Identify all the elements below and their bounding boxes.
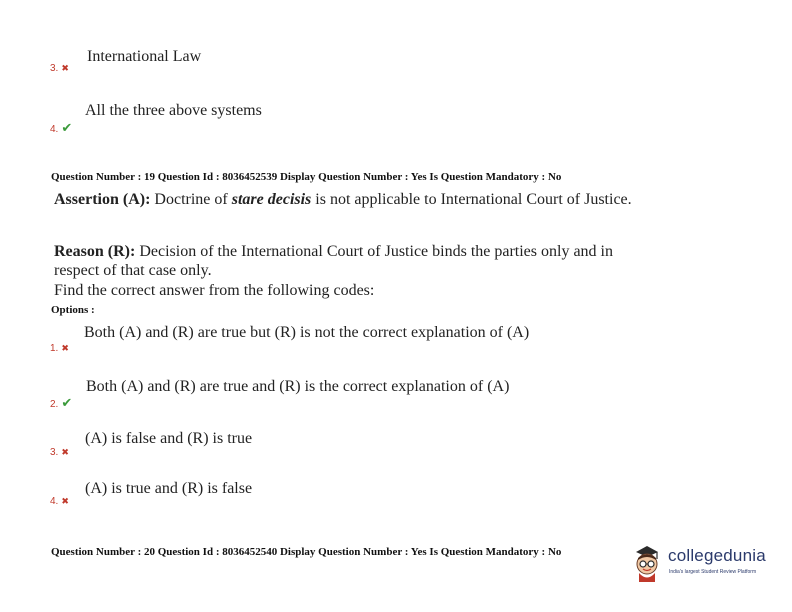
option-number: 2. xyxy=(50,399,59,410)
option-number: 3. xyxy=(50,447,59,458)
assertion-post: is not applicable to International Court of Justice. xyxy=(315,191,632,208)
option-2-text: Both (A) and (R) are true and (R) is the correct explanation of (A) xyxy=(86,378,510,395)
cross-icon: ✖ xyxy=(61,447,69,457)
assertion-term: stare decisis xyxy=(231,191,312,208)
question-20-meta: Question Number : 20 Question Id : 8036452540 Display Question Number : Yes Is Question Mandatory : No xyxy=(51,546,562,558)
logo-name: collegedunia xyxy=(668,546,766,565)
option-2-number xyxy=(50,395,72,411)
collegedunia-logo xyxy=(630,542,780,588)
option-1-number xyxy=(50,343,69,354)
reason-label: Reason (R): xyxy=(54,243,136,260)
assertion-label: Assertion (A): xyxy=(54,191,151,208)
instruction-text: Find the correct answer from the following codes: xyxy=(54,282,375,299)
logo-tagline: India's largest Student Review Platform xyxy=(669,569,757,575)
option-3-text: (A) is false and (R) is true xyxy=(85,430,253,447)
option-4-number xyxy=(50,496,69,507)
reason-text: Decision of the International Court of Justice binds the parties only and in respect of that case only. xyxy=(54,243,613,279)
option-4-text: (A) is true and (R) is false xyxy=(85,480,253,497)
reason-paragraph xyxy=(54,242,644,280)
option-number: 4. xyxy=(50,496,59,507)
option-number: 4. xyxy=(50,124,59,135)
option-3-number xyxy=(50,447,69,458)
question-19-meta: Question Number : 19 Question Id : 8036452539 Display Question Number : Yes Is Question Mandatory : No xyxy=(51,171,562,183)
prev-option-3-text: International Law xyxy=(87,48,202,65)
option-number: 3. xyxy=(50,63,59,74)
prev-option-4-number xyxy=(50,120,72,136)
option-number: 1. xyxy=(50,343,59,354)
assertion-paragraph xyxy=(54,190,644,209)
check-icon: ✔ xyxy=(61,395,73,410)
prev-option-4-text: All the three above systems xyxy=(85,102,262,119)
cross-icon: ✖ xyxy=(61,63,69,73)
option-1-text: Both (A) and (R) are true but (R) is not the correct explanation of (A) xyxy=(84,324,530,341)
options-label: Options : xyxy=(51,304,95,316)
mascot-icon xyxy=(630,542,664,582)
cross-icon: ✖ xyxy=(61,343,69,353)
cross-icon: ✖ xyxy=(61,496,69,506)
prev-option-3-number xyxy=(50,63,69,74)
assertion-pre: Doctrine of xyxy=(154,191,228,208)
check-icon: ✔ xyxy=(61,120,73,135)
